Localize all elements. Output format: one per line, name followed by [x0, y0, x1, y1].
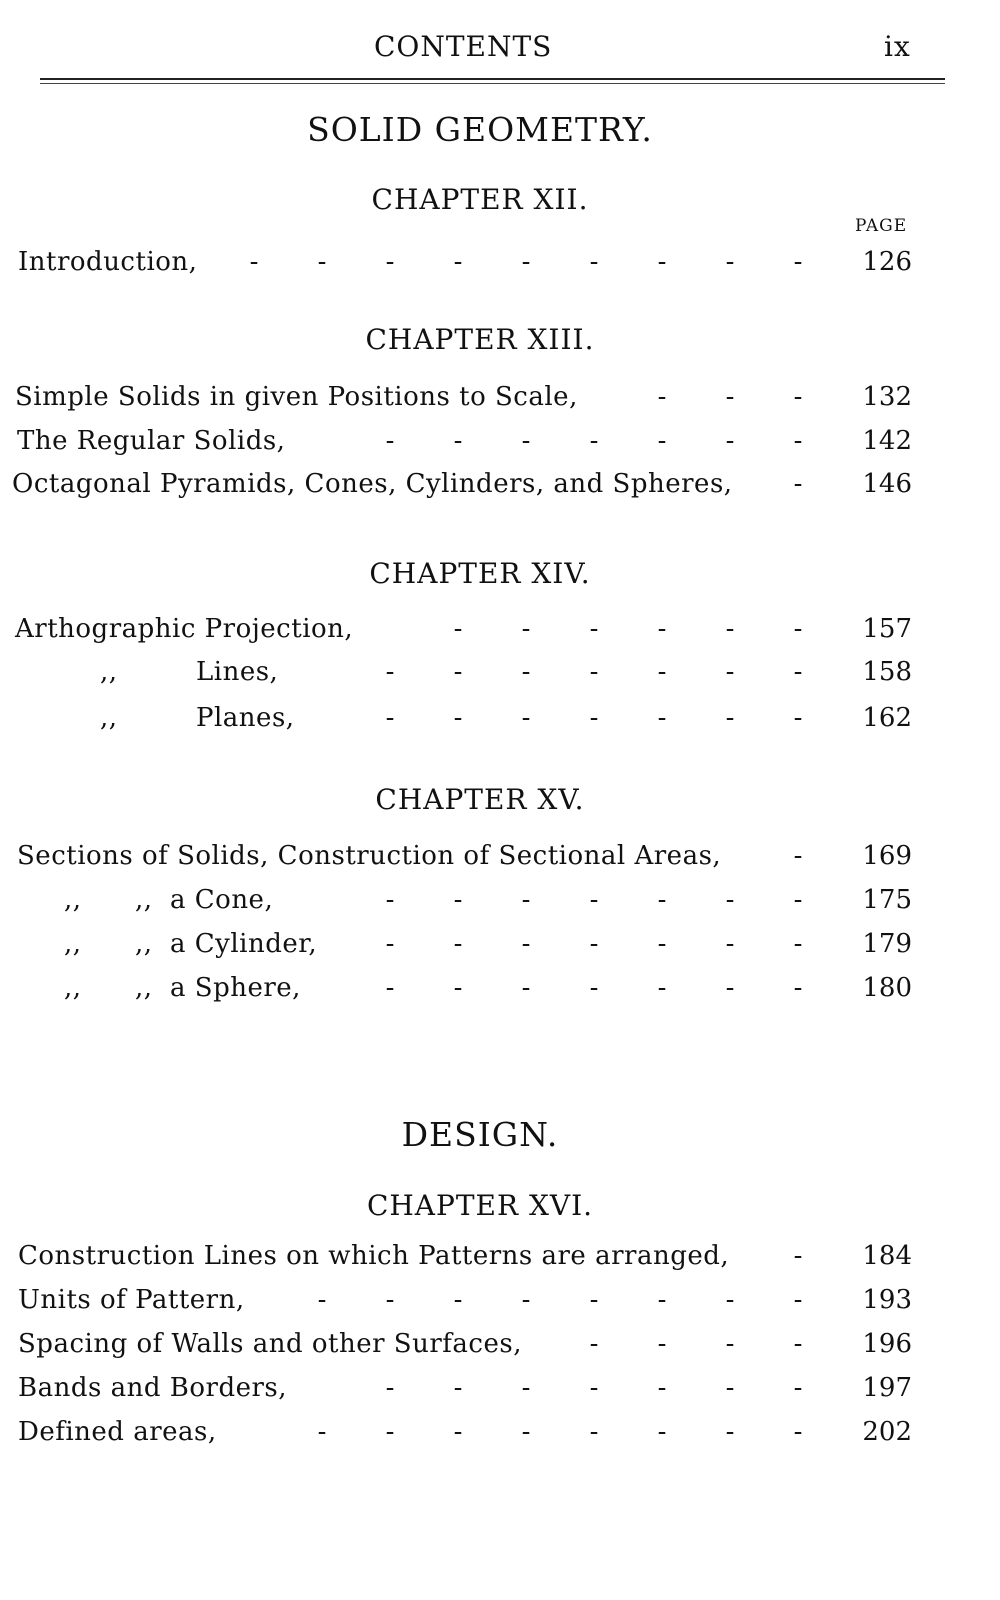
section-title-design: DESIGN. — [401, 1115, 559, 1154]
chapter-title-xiv: CHAPTER XIV. — [369, 557, 591, 590]
section-title-solid-geometry: SOLID GEOMETRY. — [307, 110, 653, 149]
ditto-mark: ,, — [135, 973, 153, 1003]
leader-dots: - - - - — [589, 1329, 803, 1359]
leader-dots: - - - - - - - — [385, 885, 803, 915]
leader-dots: - - - - - - - - - — [249, 247, 803, 277]
leader-dots: - — [793, 469, 803, 499]
running-title: CONTENTS — [374, 30, 553, 63]
leader-dots: - - - - - - - - — [317, 1417, 803, 1447]
ditto-mark: ,, — [64, 885, 82, 915]
toc-entry-text: Defined areas, — [18, 1417, 217, 1447]
header-rule-thin — [40, 83, 945, 84]
toc-entry-page: 175 — [862, 885, 912, 915]
page-column-label: PAGE — [855, 216, 908, 236]
toc-entry-page: 146 — [862, 469, 912, 499]
toc-entry-page: 193 — [862, 1285, 912, 1315]
toc-entry-text: Simple Solids in given Positions to Scale, — [15, 382, 578, 412]
toc-entry-page: 157 — [862, 614, 912, 644]
toc-entry-text: a Cone, — [170, 885, 274, 915]
leader-dots: - - - - - - - - — [317, 1285, 803, 1315]
toc-entry-text: Arthographic Projection, — [15, 614, 354, 644]
toc-entry-page: 202 — [862, 1417, 912, 1447]
leader-dots: - — [793, 841, 803, 871]
toc-entry-page: 196 — [862, 1329, 912, 1359]
toc-entry-text: Units of Pattern, — [18, 1285, 245, 1315]
toc-entry-page: 162 — [862, 703, 912, 733]
ditto-mark: ,, — [100, 703, 118, 733]
toc-entry-page: 169 — [862, 841, 912, 871]
chapter-title-xv: CHAPTER XV. — [375, 783, 585, 816]
leader-dots: - - - — [657, 382, 803, 412]
toc-entry-page: 142 — [862, 426, 912, 456]
leader-dots: - - - - - - - — [385, 703, 803, 733]
ditto-mark: ,, — [64, 973, 82, 1003]
toc-entry-page: 180 — [862, 973, 912, 1003]
leader-dots: - - - - - - - — [385, 426, 803, 456]
toc-entry-text: Planes, — [196, 703, 295, 733]
leader-dots: - — [793, 1241, 803, 1271]
toc-entry-text: a Sphere, — [170, 973, 301, 1003]
header-rule — [40, 78, 945, 80]
toc-entry-page: 126 — [862, 247, 912, 277]
toc-entry-text: The Regular Solids, — [17, 426, 286, 456]
toc-entry-page: 179 — [862, 929, 912, 959]
chapter-title-xiii: CHAPTER XIII. — [365, 323, 595, 356]
ditto-mark: ,, — [135, 885, 153, 915]
leader-dots: - - - - - - - — [385, 657, 803, 687]
toc-entry-page: 158 — [862, 657, 912, 687]
chapter-title-xvi: CHAPTER XVI. — [366, 1189, 594, 1222]
ditto-mark: ,, — [135, 929, 153, 959]
ditto-mark: ,, — [100, 657, 118, 687]
page-number: ix — [884, 30, 911, 63]
leader-dots: - - - - - - - — [385, 929, 803, 959]
toc-entry-text: Bands and Borders, — [18, 1373, 288, 1403]
toc-entry-text: Introduction, — [18, 247, 198, 277]
toc-entry-text: Lines, — [196, 657, 279, 687]
leader-dots: - - - - - - - — [385, 1373, 803, 1403]
leader-dots: - - - - - - - — [385, 973, 803, 1003]
chapter-title-xii: CHAPTER XII. — [371, 183, 589, 216]
toc-entry-text: a Cylinder, — [170, 929, 318, 959]
toc-entry-text: Sections of Solids, Construction of Sectional Areas, — [17, 841, 722, 871]
toc-entry-page: 184 — [862, 1241, 912, 1271]
toc-entry-page: 197 — [862, 1373, 912, 1403]
ditto-mark: ,, — [64, 929, 82, 959]
toc-entry-text: Construction Lines on which Patterns are arranged, — [18, 1241, 730, 1271]
toc-entry-text: Octagonal Pyramids, Cones, Cylinders, and Spheres, — [12, 469, 733, 499]
toc-entry-text: Spacing of Walls and other Surfaces, — [18, 1329, 522, 1359]
leader-dots: - - - - - - — [453, 614, 803, 644]
toc-entry-page: 132 — [862, 382, 912, 412]
